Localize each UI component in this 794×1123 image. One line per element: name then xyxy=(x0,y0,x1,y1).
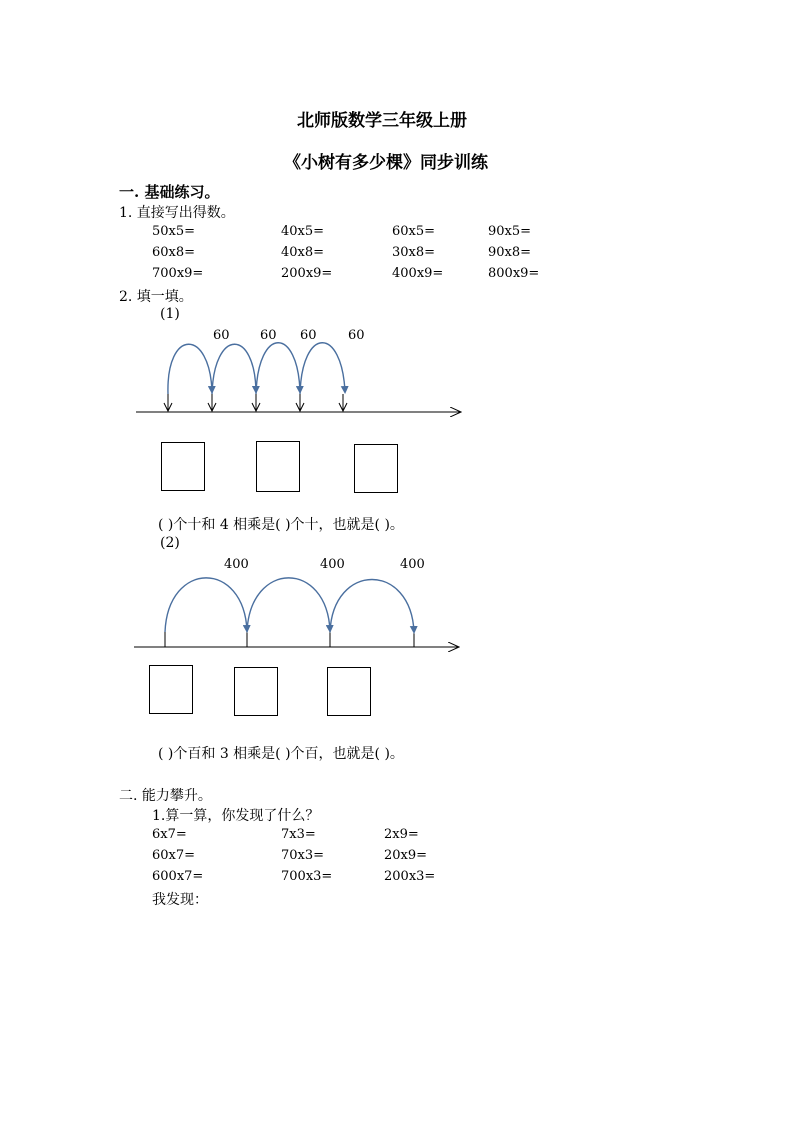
number-line-1 xyxy=(136,343,461,412)
page-subtitle: 《小树有多少棵》同步训练 xyxy=(284,153,488,173)
equation: 7x3= xyxy=(281,827,316,842)
jump-arcs xyxy=(168,343,345,394)
equation: 800x9= xyxy=(488,266,540,281)
question-2-label: 2. 填一填。 xyxy=(119,289,193,305)
equation: 50x5= xyxy=(152,224,196,239)
answer-box[interactable] xyxy=(234,667,278,716)
tick-arrows xyxy=(164,394,347,411)
jump-label: 60 xyxy=(300,328,317,343)
answer-box[interactable] xyxy=(256,441,300,492)
equation: 30x8= xyxy=(392,245,436,260)
equation: 200x3= xyxy=(384,869,436,884)
part-1-label: (1) xyxy=(160,306,180,322)
equation: 40x5= xyxy=(281,224,325,239)
equation: 700x3= xyxy=(281,869,333,884)
jump-label: 400 xyxy=(320,557,345,572)
answer-box[interactable] xyxy=(354,444,398,493)
answer-box[interactable] xyxy=(149,665,193,714)
equation: 90x5= xyxy=(488,224,532,239)
equation: 400x9= xyxy=(392,266,444,281)
answer-box[interactable] xyxy=(327,667,371,716)
fill-in-sentence-1: ( )个十和 4 相乘是( )个十，也就是( )。 xyxy=(158,517,404,533)
equation: 90x8= xyxy=(488,245,532,260)
answer-box[interactable] xyxy=(161,442,205,491)
equation: 20x9= xyxy=(384,848,428,863)
jump-label: 60 xyxy=(348,328,365,343)
part-2-label: (2) xyxy=(160,535,180,551)
equation: 700x9= xyxy=(152,266,204,281)
fill-in-sentence-2: ( )个百和 3 相乘是( )个百，也就是( )。 xyxy=(158,746,404,762)
equation: 200x9= xyxy=(281,266,333,281)
equation: 60x5= xyxy=(392,224,436,239)
jump-label: 400 xyxy=(224,557,249,572)
number-line-2 xyxy=(134,578,459,647)
section-2-heading: 二. 能力攀升。 xyxy=(119,788,212,804)
jump-label: 60 xyxy=(260,328,277,343)
section-2-question-1-label: 1.算一算，你发现了什么？ xyxy=(152,808,320,824)
jump-label: 400 xyxy=(400,557,425,572)
question-1-label: 1. 直接写出得数。 xyxy=(119,205,235,221)
equation: 2x9= xyxy=(384,827,419,842)
section-1-heading: 一. 基础练习。 xyxy=(119,183,220,201)
equation: 70x3= xyxy=(281,848,325,863)
jump-arcs xyxy=(165,578,414,632)
equation: 60x7= xyxy=(152,848,196,863)
page-title: 北师版数学三年级上册 xyxy=(297,111,467,131)
equation: 600x7= xyxy=(152,869,204,884)
finding-label: 我发现： xyxy=(152,892,208,908)
equation: 60x8= xyxy=(152,245,196,260)
equation: 40x8= xyxy=(281,245,325,260)
tick-marks xyxy=(165,632,414,647)
jump-label: 60 xyxy=(213,328,230,343)
equation: 6x7= xyxy=(152,827,187,842)
